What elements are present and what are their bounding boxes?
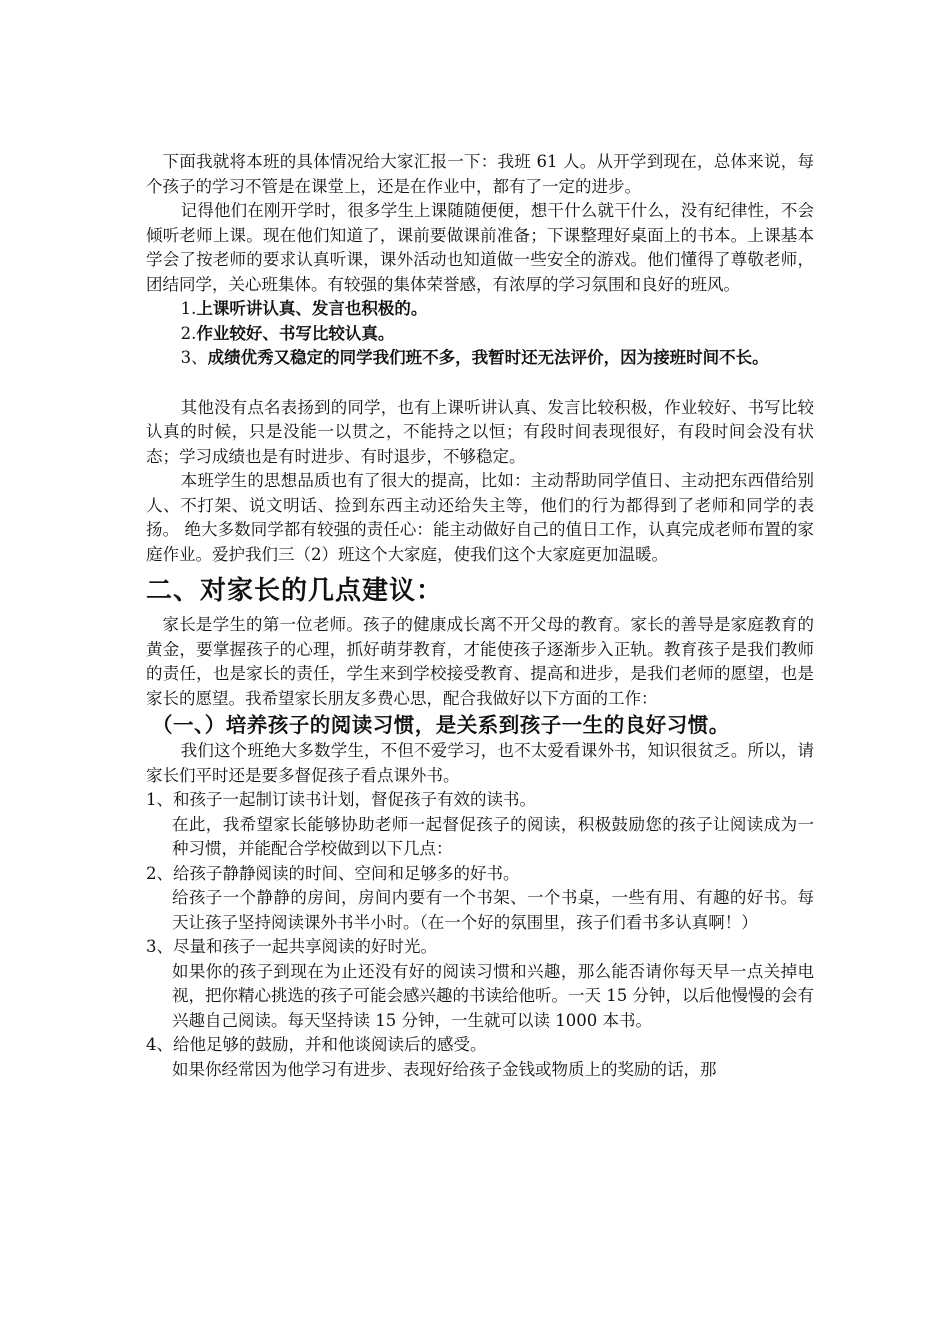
bold-item-3-text: 成绩优秀又稳定的同学我们班不多，我暂时还无法评价，因为接班时间不长。 — [207, 348, 769, 367]
bold-item-2-number: 2. — [180, 323, 197, 343]
paragraph-parents-intro: 家长是学生的第一位老师。孩子的健康成长离不开父母的教育。家长的善导是家庭教育的黄金，要掌握孩子的心理，抓好萌芽教育，才能使孩子逐渐步入正轨。教育孩子是我们教师的责任，也是家长的责任，学生来到学校接受教育、提高和进步，是我们老师的愿望，也是家长的愿望。我希望家长朋友多费心思，配合我做好以下方面的工作： — [146, 615, 814, 708]
list-item-1-body: 在此，我希望家长能够协助老师一起督促孩子的阅读，积极鼓励您的孩子让阅读成为一种习惯，并能配合学校做到以下几点： — [172, 814, 814, 858]
bold-item-2 — [146, 322, 814, 347]
list-item-2-body: 给孩子一个静静的房间，房间内要有一个书架、一个书桌，一些有用、有趣的好书。每天让孩子坚持阅读课外书半小时。（在一个好的氛围里，孩子们看书多认真啊！） — [172, 888, 814, 932]
reading-list — [146, 788, 814, 1082]
bold-item-3 — [146, 346, 814, 371]
list-item-3-body: 如果你的孩子到现在为止还没有好的阅读习惯和兴趣，那么能否请你每天早一点关掉电视，把你精心挑选的孩子可能会感兴趣的书读给他听。一天 15 分钟，以后他慢慢的会有兴趣自己阅读。每天坚持读 15 分钟，一生就可以读 1000 本书。 — [172, 961, 814, 1030]
paragraph-start-of-term: 记得他们在刚开学时，很多学生上课随随便便，想干什么就干什么，没有纪律性，不会倾听老师上课。现在他们知道了，课前要做课前准备；下课整理好桌面上的书本。上课基本学会了按老师的要求认真听课，课外活动也知道做一些安全的游戏。他们懂得了尊敬老师，团结同学，关心班集体。有较强的集体荣誉感，有浓厚的学习氛围和良好的班风。 — [146, 201, 814, 294]
list-item-1-head: 1、和孩子一起制订读书计划，督促孩子有效的读书。 — [146, 790, 536, 809]
section-heading-parent-suggestions: 二、对家长的几点建议： — [146, 576, 444, 606]
paragraph-moral-quality: 本班学生的思想品质也有了很大的提高，比如：主动帮助同学值日、主动把东西借给别人、不打架、说文明话、捡到东西主动还给失主等，他们的行为都得到了老师和同学的表扬。 绝大多数同学都有较强的责任心：能主动做好自己的值日工作，认真完成老师布置的家庭作业。爱护我们三（2）班这个大家庭，使我们这个大家庭更加温暖。 — [146, 471, 814, 564]
list-item-2-head: 2、给孩子静静阅读的时间、空间和足够多的好书。 — [146, 863, 520, 883]
bold-item-1-number: 1. — [180, 299, 197, 318]
document-page — [146, 150, 814, 1082]
paragraph-reading-intro: 我们这个班绝大多数学生，不但不爱学习，也不太爱看课外书，知识很贫乏。所以，请家长们平时还是要多督促孩子看点课外书。 — [146, 741, 814, 785]
bold-item-1-text: 上课听讲认真、发言也积极的。 — [196, 299, 428, 318]
list-item-3-head: 3、尽量和孩子一起共享阅读的好时光。 — [146, 937, 437, 956]
paragraph-other-students: 其他没有点名表扬到的同学，也有上课听讲认真、发言比较积极，作业较好、书写比较认真的时候，只是没能一以贯之，不能持之以恒；有段时间表现很好，有段时间会没有状态；学习成绩也是有时进步、有时退步，不够稳定。 — [146, 397, 814, 466]
list-item-4-head: 4、给他足够的鼓励，并和他谈阅读后的感受。 — [146, 1035, 487, 1054]
paragraph-class-report: 下面我就将本班的具体情况给大家汇报一下：我班 61 人。从开学到现在，总体来说，每个孩子的学习不管是在课堂上，还是在作业中，都有了一定的进步。 — [146, 152, 814, 196]
list-item-4-body: 如果你经常因为他学习有进步、表现好给孩子金钱或物质上的奖励的话，那 — [172, 1059, 717, 1079]
bold-item-3-number: 3、 — [180, 348, 208, 367]
bold-item-1 — [146, 297, 814, 322]
subsection-heading-reading-habit: （一、）培养孩子的阅读习惯，是关系到孩子一生的良好习惯。 — [152, 713, 730, 737]
blank-line — [146, 371, 814, 396]
bold-item-2-text: 作业较好、书写比较认真。 — [196, 323, 395, 343]
